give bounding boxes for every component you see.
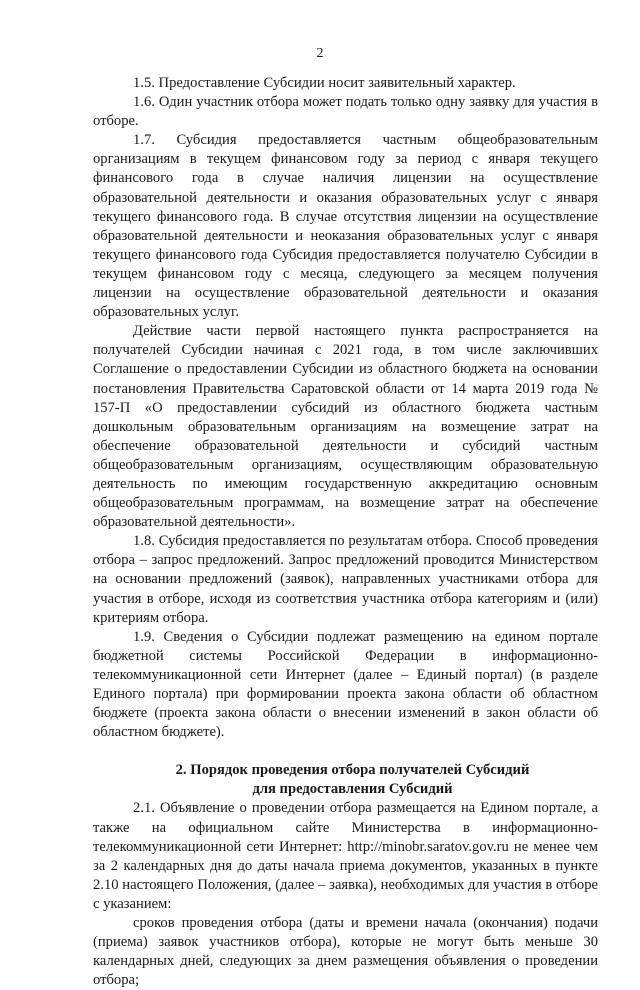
paragraph-2-1: 2.1. Объявление о проведении отбора размещается на Едином портале, а также на официальном сайте Министерства в информационно-телекоммуникационной сети Интернет: http://minobr.saratov.gov.ru не менее чем за 2 календарных дня до даты начала приема документов, указанных в пункте 2.10 настоящего Положения, (далее – заявка), необходимых для участия в отборе с указанием: [93, 800, 598, 912]
paragraph-1-7-continuation: Действие части первой настоящего пункта распространяется на получателей Субсидии начиная с 2021 года, в том числе заключивших Соглашение о предоставлении Субсидии из областного бюджета на основании постановления Правительства Саратовской области от 14 марта 2019 года № 157-П «О предоставлении субсидий из областного бюджета частным дошкольным образовательным организациям на возмещение затрат на обеспечение образовательной деятельности и субсидий частным общеобразовательным организациям, осуществляющим образовательную деятельность по имеющим государственную аккредитацию основным общеобразовательным программам, на возмещение затрат на обеспечение образовательной деятельности». [93, 323, 598, 531]
document-body [93, 74, 598, 990]
paragraph-1-7: 1.7. Субсидия предоставляется частным общеобразовательным организациям в текущем финансовом году за период с января текущего финансового года в случае наличия лицензии на осуществление образовательной деятельности и оказания образовательных услуг с января текущего финансового года. В случае отсутствия лицензии на осуществление образовательной деятельности и неоказания образовательных услуг с января текущего финансового года Субсидия предоставляется получателю Субсидии в текущем финансовом году с месяца, следующего за месяцем получения лицензии на осуществление образовательной деятельности и оказания образовательных услуг. [93, 132, 598, 321]
section-heading-line-2: для предоставления Субсидий [252, 781, 453, 798]
paragraph-1-6: 1.6. Один участник отбора может подать только одну заявку для участия в отборе. [93, 94, 598, 130]
paragraph-1-9: 1.9. Сведения о Субсидии подлежат размещению на едином портале бюджетной системы Российской Федерации в информационно-телекоммуникационной сети Интернет (далее – Единый портал) (в разделе Единого портала) при формировании проекта закона области об областном бюджете (проекта закона области о внесении изменений в закон области об областном бюджете). [93, 628, 598, 741]
paragraph-1-5: 1.5. Предоставление Субсидии носит заявительный характер. [133, 75, 516, 91]
page-number: 2 [316, 46, 324, 61]
paragraph-2-1-item: сроков проведения отбора (даты и времени начала (окончания) подачи (приема) заявок участников отбора), которые не могут быть меньше 30 календарных дней, следующих за днем размещения объявления о проведении отбора; [93, 915, 598, 989]
section-heading-line-1: 2. Порядок проведения отбора получателей Субсидий [175, 762, 530, 779]
paragraph-1-8: 1.8. Субсидия предоставляется по результатам отбора. Способ проведения отбора – запрос предложений. Запрос предложений проводится Министерством на основании предложений (заявок), направленных участниками отбора для участия в отборе, исходя из соответствия участника отбора категориям и (или) критериям отбора. [93, 533, 598, 626]
section-heading [93, 761, 598, 799]
